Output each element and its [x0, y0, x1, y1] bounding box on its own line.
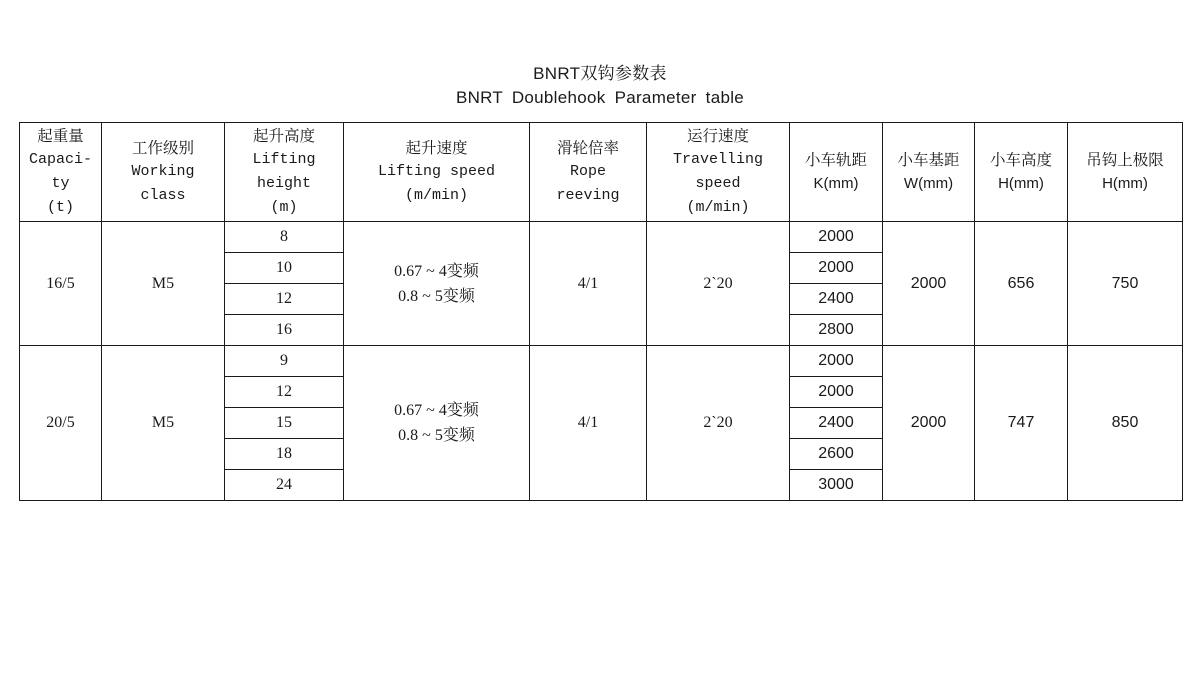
lifting-height-cell: 12: [225, 284, 344, 315]
table-title-block: [0, 62, 1200, 110]
table-row: [20, 346, 1183, 377]
hook-limit-cell: 750: [1068, 222, 1183, 346]
header-working-class: 工作级别 Working class: [102, 123, 225, 222]
header-hook-limit: 吊钩上极限 H(mm): [1068, 123, 1183, 222]
lifting-speed-cell: [344, 222, 530, 346]
lifting-height-cell: 10: [225, 253, 344, 284]
working-class-cell: M5: [102, 346, 225, 501]
travelling-speed-cell: 2`20: [647, 346, 790, 501]
table-row: [20, 222, 1183, 253]
lifting-speed-line: 0.67 ~ 4变频: [394, 402, 479, 419]
capacity-cell: 20/5: [20, 346, 102, 501]
lifting-height-cell: 12: [225, 377, 344, 408]
lifting-speed-line: 0.67 ~ 4变频: [394, 262, 479, 280]
trolley-gauge-cell: 2400: [790, 284, 883, 315]
trolley-height-cell: 656: [975, 222, 1068, 346]
trolley-gauge-cell: 2400: [790, 408, 883, 439]
hook-limit-cell: 850: [1068, 346, 1183, 501]
trolley-gauge-cell: 3000: [790, 470, 883, 501]
lifting-speed-line: 0.8 ~ 5变频: [398, 287, 475, 305]
lifting-height-cell: 16: [225, 315, 344, 346]
header-trolley-height: 小车高度 H(mm): [975, 123, 1068, 222]
trolley-base-cell: 2000: [883, 346, 975, 501]
header-capacity: 起重量 Capaci- ty (t): [20, 123, 102, 222]
trolley-gauge-cell: 2000: [790, 222, 883, 253]
trolley-gauge-cell: 2800: [790, 315, 883, 346]
trolley-base-cell: 2000: [883, 222, 975, 346]
header-lifting-speed: 起升速度 Lifting speed (m/min): [344, 123, 530, 222]
parameter-table: [19, 122, 1183, 501]
capacity-cell: 16/5: [20, 222, 102, 346]
lifting-height-cell: 18: [225, 439, 344, 470]
lifting-speed-cell: [344, 346, 530, 501]
lifting-height-cell: 8: [225, 222, 344, 253]
header-rope-reeving: 滑轮倍率 Rope reeving: [530, 123, 647, 222]
trolley-gauge-cell: 2000: [790, 253, 883, 284]
lifting-height-cell: 9: [225, 346, 344, 377]
title-chinese: BNRT双钩参数表: [533, 64, 667, 83]
lifting-height-cell: 15: [225, 408, 344, 439]
header-trolley-gauge: 小车轨距 K(mm): [790, 123, 883, 222]
rope-reeving-cell: 4/1: [530, 346, 647, 501]
trolley-gauge-cell: 2600: [790, 439, 883, 470]
lifting-height-cell: 24: [225, 470, 344, 501]
working-class-cell: M5: [102, 222, 225, 346]
lifting-speed-line: 0.8 ~ 5变频: [398, 427, 475, 444]
travelling-speed-cell: 2`20: [647, 222, 790, 346]
header-row: [20, 123, 1183, 222]
header-travelling-speed: 运行速度 Travelling speed (m/min): [647, 123, 790, 222]
trolley-height-cell: 747: [975, 346, 1068, 501]
rope-reeving-cell: 4/1: [530, 222, 647, 346]
header-trolley-base: 小车基距 W(mm): [883, 123, 975, 222]
title-english: BNRT Doublehook Parameter table: [455, 88, 745, 107]
header-lifting-height: 起升高度 Lifting height (m): [225, 123, 344, 222]
trolley-gauge-cell: 2000: [790, 377, 883, 408]
trolley-gauge-cell: 2000: [790, 346, 883, 377]
